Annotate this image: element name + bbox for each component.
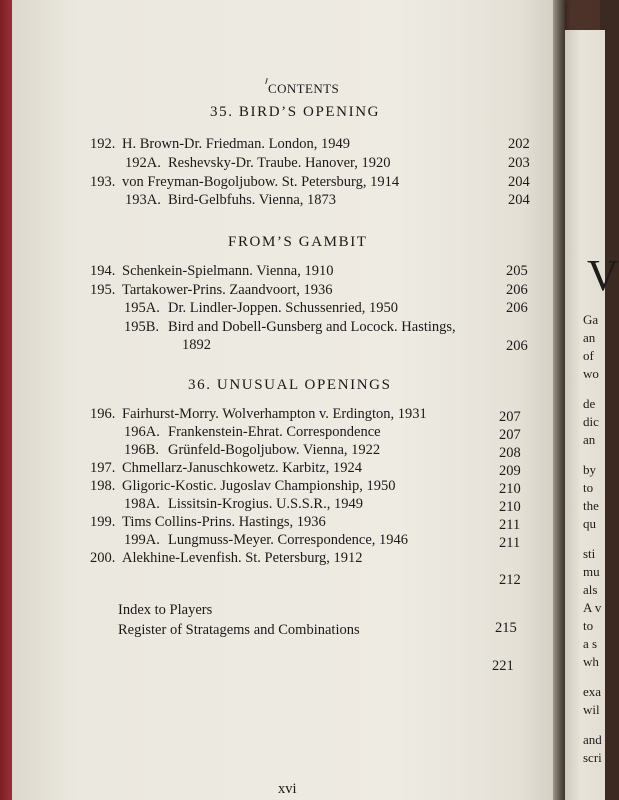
- entry-page: 206: [506, 300, 528, 316]
- section-title-unusual-openings: 36. UNUSUAL OPENINGS: [188, 377, 392, 393]
- facing-text-fragment: wil: [583, 702, 600, 717]
- entry-number: 195A.: [124, 300, 160, 316]
- entry-page: 212: [499, 572, 521, 588]
- entry-text: Grünfeld-Bogoljubow. Vienna, 1922: [168, 442, 381, 458]
- entry-page: 204: [508, 192, 530, 208]
- entry-number: 200.: [90, 550, 116, 566]
- facing-text-fragment: an: [583, 330, 596, 345]
- entry-number: 196.: [90, 406, 116, 422]
- index-page: 215: [495, 620, 517, 636]
- entry-text: Alekhine-Levenfish. St. Petersburg, 1912: [122, 550, 363, 566]
- facing-text-fragment: to: [583, 618, 594, 633]
- facing-text-fragment: an: [583, 432, 596, 447]
- facing-text-fragment: dic: [583, 414, 599, 429]
- facing-text-fragment: A v: [583, 600, 602, 615]
- entry-number: 198A.: [124, 496, 160, 512]
- entry-page: 206: [506, 282, 528, 298]
- facing-text-fragment: Ga: [583, 312, 599, 327]
- facing-text-fragment: qu: [583, 516, 596, 531]
- contents-page: [12, 0, 565, 800]
- facing-text-fragment: mu: [583, 564, 600, 579]
- index-to-players: Index to Players: [118, 602, 213, 618]
- entry-page: 207: [499, 427, 521, 443]
- entry-number: 192A.: [125, 155, 161, 171]
- entry-page: 203: [508, 155, 530, 171]
- entry-number: 196B.: [124, 442, 160, 458]
- facing-text-fragment: of: [583, 348, 594, 363]
- entry-text: Tartakower-Prins. Zaandvoort, 1936: [122, 282, 333, 298]
- entry-text: Gligoric-Kostic. Jugoslav Championship, 1950: [122, 478, 396, 494]
- entry-number: 199A.: [124, 532, 160, 548]
- entry-page: 205: [506, 263, 528, 279]
- entry-text: Lissitsin-Krogius. U.S.S.R., 1949: [168, 496, 363, 512]
- facing-text-fragment: wh: [583, 654, 599, 669]
- facing-text-fragment: to: [583, 480, 594, 495]
- facing-text-fragment: and: [583, 732, 602, 747]
- entry-text: Lungmuss-Meyer. Correspondence, 1946: [168, 532, 409, 548]
- facing-text-fragment: wo: [583, 366, 599, 381]
- entry-number: 199.: [90, 514, 116, 530]
- entry-page: 207: [499, 409, 521, 425]
- entry-page: 210: [499, 481, 521, 497]
- entry-number: 192.: [90, 136, 116, 152]
- entry-number: 195B.: [124, 319, 160, 335]
- entry-text: Schenkein-Spielmann. Vienna, 1910: [122, 263, 334, 279]
- running-head: CONTENTS: [268, 81, 340, 96]
- facing-text-fragment: scri: [583, 750, 602, 765]
- folio: xvi: [278, 781, 297, 797]
- facing-text-fragment: a s: [583, 636, 598, 651]
- entry-number: 193.: [90, 174, 116, 190]
- book-gutter: [553, 0, 565, 800]
- facing-text-fragment: by: [583, 462, 596, 477]
- entry-text: Frankenstein-Ehrat. Correspondence: [168, 424, 381, 440]
- entry-number: 197.: [90, 460, 116, 476]
- entry-page: 211: [499, 517, 521, 533]
- facing-text-fragment: als: [583, 582, 598, 597]
- entry-text: Chmellarz-Januschkowetz. Karbitz, 1924: [122, 460, 362, 476]
- entry-number: 193A.: [125, 192, 161, 208]
- facing-page: [565, 30, 619, 800]
- entry-text: H. Brown-Dr. Friedman. London, 1949: [122, 136, 350, 152]
- register-page: 221: [492, 658, 514, 674]
- entry-text: Fairhurst-Morry. Wolverhampton v. Erdington, 1931: [122, 406, 427, 422]
- facing-text-fragment: the: [583, 498, 599, 513]
- register-of-stratagems: Register of Stratagems and Combinations: [118, 622, 360, 638]
- entry-text-continued: 1892: [182, 337, 211, 353]
- entry-number: 196A.: [124, 424, 160, 440]
- facing-text-fragment: de: [583, 396, 596, 411]
- entry-page: 210: [499, 499, 521, 515]
- entry-text: Tims Collins-Prins. Hastings, 1936: [122, 514, 326, 530]
- entry-text: Bird and Dobell-Gunsberg and Locock. Hastings,: [168, 319, 456, 335]
- entry-number: 195.: [90, 282, 116, 298]
- entry-page: 211: [499, 535, 521, 551]
- entry-page: 204: [508, 174, 530, 190]
- entry-page: 209: [499, 463, 521, 479]
- section-title-froms-gambit: FROM’S GAMBIT: [228, 234, 368, 250]
- entry-text: Reshevsky-Dr. Traube. Hanover, 1920: [168, 155, 391, 171]
- section-title-birds-opening: 35. BIRD’S OPENING: [210, 104, 381, 120]
- entry-page: 208: [499, 445, 521, 461]
- entry-number: 194.: [90, 263, 116, 279]
- entry-page: 206: [506, 338, 528, 354]
- entry-text: von Freyman-Bogoljubow. St. Petersburg, 1914: [122, 174, 400, 190]
- entry-text: Dr. Lindler-Joppen. Schussenried, 1950: [168, 300, 399, 316]
- entry-page: 202: [508, 136, 530, 152]
- facing-text-fragment: V: [587, 251, 619, 300]
- entry-text: Bird-Gelbfuhs. Vienna, 1873: [168, 192, 337, 208]
- facing-text-fragment: sti: [583, 546, 596, 561]
- facing-text-fragment: exa: [583, 684, 602, 699]
- entry-number: 198.: [90, 478, 116, 494]
